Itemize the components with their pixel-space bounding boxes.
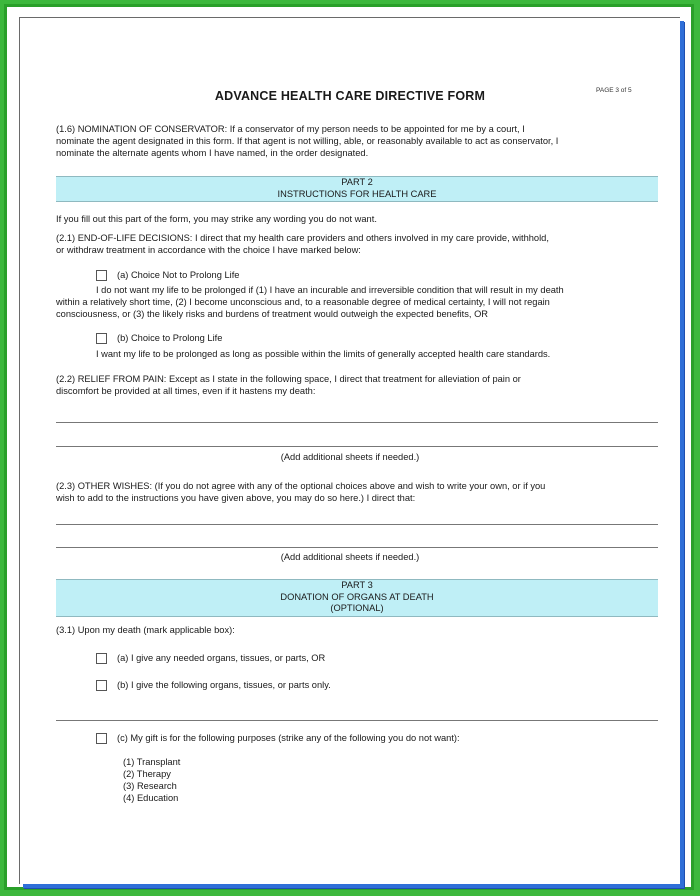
part2-header-band [56,176,658,202]
part3-optional: (OPTIONAL) [330,603,384,613]
choice-prolong-label: (b) Choice to Prolong Life [117,333,223,343]
section-3-1: (3.1) Upon my death (mark applicable box): [56,625,235,635]
donate-following-organs-checkbox[interactable] [96,680,107,691]
part2-heading: PART 2 [341,177,373,187]
section-1-6-line-1: (1.6) NOMINATION OF CONSERVATOR: If a conservator of my person needs to be appointed for me by a court, I [56,124,525,134]
section-2-3-line-1: (2.3) OTHER WISHES: (If you do not agree with any of the optional choices above and wish to write your own, or if you [56,481,546,491]
choice-prolong-text: I want my life to be prolonged as long as possible within the limits of generally accepted health care standards. [96,349,551,359]
donate-any-organs-label: (a) I give any needed organs, tissues, or parts, OR [117,653,326,663]
choice-not-prolong-text-2: within a relatively short time, (2) I become unconscious and, to a reasonable degree of medical certainty, I will not regain [56,297,550,307]
other-wishes-sheets-note: (Add additional sheets if needed.) [280,552,420,562]
choice-not-prolong-label: (a) Choice Not to Prolong Life [117,270,240,280]
choice-prolong-checkbox[interactable] [96,333,107,344]
purpose-therapy: (2) Therapy [123,769,171,779]
part3-subheading: DONATION OF ORGANS AT DEATH [280,591,434,602]
other-wishes-line-1[interactable] [56,524,658,525]
choice-not-prolong-text-3: consciousness, or (3) the likely risks and burdens of treatment would outweigh the expected benefits, OR [56,309,489,319]
purpose-education: (4) Education [123,793,179,803]
section-1-6-line-2: nominate the agent designated in this form. If that agent is not willing, able, or reasonably available to act as conservator, I [56,136,559,146]
gift-purposes-checkbox[interactable] [96,733,107,744]
form-page [19,17,680,884]
section-1-6-line-3: nominate the alternate agents whom I have named, in the order designated. [56,148,369,158]
other-wishes-line-2[interactable] [56,547,658,548]
section-2-2-line-1: (2.2) RELIEF FROM PAIN: Except as I state in the following space, I direct that treatment for alleviation of pain or [56,374,521,384]
section-2-1-line-1: (2.1) END-OF-LIFE DECISIONS: I direct that my health care providers and others involved in my care provide, withhold, [56,233,549,243]
part2-intro: If you fill out this part of the form, you may strike any wording you do not want. [56,214,377,224]
choice-not-prolong-checkbox[interactable] [96,270,107,281]
page-title: ADVANCE HEALTH CARE DIRECTIVE FORM [214,89,486,103]
organs-list-line[interactable] [56,720,658,721]
part2-subheading: INSTRUCTIONS FOR HEALTH CARE [277,188,437,199]
pain-relief-line-2[interactable] [56,446,658,447]
part3-heading: PART 3 [341,580,373,590]
section-2-2-line-2: discomfort be provided at all times, even if it hastens my death: [56,386,316,396]
pain-relief-line-1[interactable] [56,422,658,423]
donate-any-organs-checkbox[interactable] [96,653,107,664]
section-2-3-line-2: wish to add to the instructions you have given above, you may do so here.) I direct that: [56,493,416,503]
part3-header-band [56,579,658,617]
gift-purposes-label: (c) My gift is for the following purposes (strike any of the following you do not want): [117,733,460,743]
donate-following-organs-label: (b) I give the following organs, tissues, or parts only. [117,680,331,690]
page-number: PAGE 3 of 5 [596,87,632,94]
image-frame [4,4,694,890]
purpose-transplant: (1) Transplant [123,757,181,767]
purpose-research: (3) Research [123,781,177,791]
pain-relief-sheets-note: (Add additional sheets if needed.) [280,452,420,462]
choice-not-prolong-text-1: I do not want my life to be prolonged if (1) I have an incurable and irreversible condition that will result in my death [96,285,564,295]
section-2-1-line-2: or withdraw treatment in accordance with the choice I have marked below: [56,245,361,255]
